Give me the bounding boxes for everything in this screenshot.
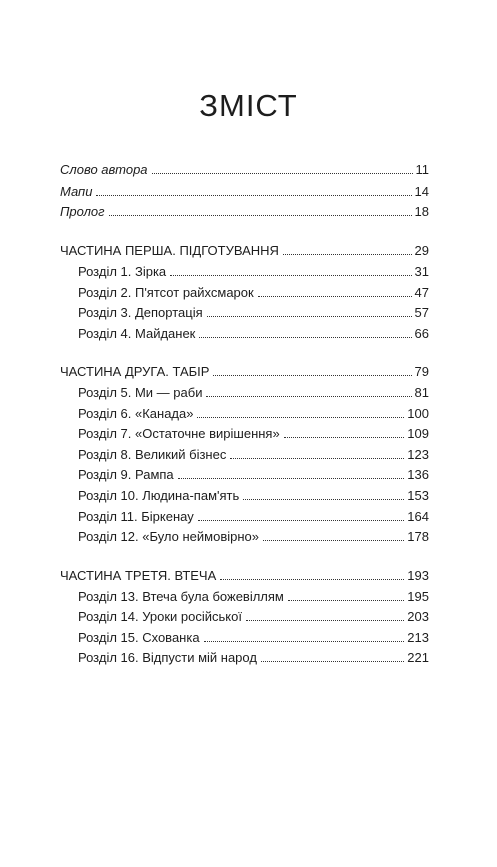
toc-chapter-label: Розділ 14. Уроки російської <box>78 609 242 624</box>
toc-chapter-label: Розділ 6. «Канада» <box>78 406 194 421</box>
toc-chapter-label: Розділ 13. Втеча була божевіллям <box>78 589 284 604</box>
toc-entry-label: Пролог <box>60 204 105 219</box>
dot-leader <box>283 254 412 255</box>
toc-chapter-3[interactable] <box>78 303 429 321</box>
dot-leader <box>258 296 412 297</box>
toc-chapter-8[interactable] <box>78 445 429 463</box>
dot-leader <box>198 520 405 521</box>
dot-leader <box>213 375 411 376</box>
toc-entry-prologue[interactable] <box>60 202 429 220</box>
dot-leader <box>206 396 411 397</box>
dot-leader <box>109 215 412 216</box>
toc-chapter-7[interactable] <box>78 424 429 442</box>
toc-entry-page: 14 <box>414 184 429 199</box>
toc-chapter-page: 213 <box>407 630 429 645</box>
toc-entry-page: 11 <box>415 162 429 177</box>
toc-chapter-10[interactable] <box>78 486 429 504</box>
toc-chapter-9[interactable] <box>78 465 429 483</box>
toc-chapter-12[interactable] <box>78 527 429 545</box>
toc-chapter-page: 203 <box>407 609 429 624</box>
toc-part-page: 79 <box>414 364 429 379</box>
toc-chapter-11[interactable] <box>78 507 429 525</box>
toc-chapter-page: 221 <box>407 650 429 665</box>
toc-entry-author-foreword[interactable] <box>60 160 429 178</box>
page-title: ЗМІСТ <box>199 88 298 123</box>
dot-leader <box>170 275 411 276</box>
dot-leader <box>204 641 405 642</box>
toc-chapter-page: 109 <box>407 426 429 441</box>
toc-part-3[interactable] <box>60 566 429 584</box>
dot-leader <box>243 499 404 500</box>
dot-leader <box>263 540 404 541</box>
toc-chapter-2[interactable] <box>78 283 429 301</box>
toc-chapter-label: Розділ 10. Людина-пам'ять <box>78 488 240 503</box>
toc-entry-label: Слово автора <box>60 162 148 177</box>
toc-part-label: ЧАСТИНА ТРЕТЯ. ВТЕЧА <box>60 568 217 583</box>
toc-chapter-label: Розділ 3. Депортація <box>78 305 203 320</box>
toc-part-2[interactable] <box>60 362 429 380</box>
toc-chapter-16[interactable] <box>78 648 429 666</box>
dot-leader <box>96 195 411 196</box>
toc-chapter-page: 178 <box>407 529 429 544</box>
toc-entry-maps[interactable] <box>60 182 429 200</box>
toc-entry-page: 18 <box>414 204 429 219</box>
toc-chapter-label: Розділ 11. Біркенау <box>78 509 194 524</box>
toc-chapter-page: 136 <box>407 467 429 482</box>
toc-chapter-15[interactable] <box>78 628 429 646</box>
dot-leader <box>152 173 413 174</box>
dot-leader <box>246 620 404 621</box>
toc-chapter-label: Розділ 16. Відпусти мій народ <box>78 650 257 665</box>
toc-chapter-page: 164 <box>407 509 429 524</box>
toc-chapter-page: 153 <box>407 488 429 503</box>
toc-chapter-page: 31 <box>414 264 429 279</box>
toc-chapter-page: 81 <box>414 385 429 400</box>
toc-chapter-label: Розділ 15. Схованка <box>78 630 200 645</box>
toc-chapter-label: Розділ 9. Рампа <box>78 467 174 482</box>
toc-chapter-1[interactable] <box>78 262 429 280</box>
toc-chapter-page: 100 <box>407 406 429 421</box>
toc-part-label: ЧАСТИНА ДРУГА. ТАБІР <box>60 364 210 379</box>
dot-leader <box>207 316 412 317</box>
toc-chapter-page: 66 <box>414 326 429 341</box>
toc-part-label: ЧАСТИНА ПЕРША. ПІДГОТУВАННЯ <box>60 243 279 258</box>
toc-chapter-14[interactable] <box>78 607 429 625</box>
toc-chapter-label: Розділ 7. «Остаточне вирішення» <box>78 426 280 441</box>
toc-chapter-4[interactable] <box>78 324 429 342</box>
toc-part-page: 193 <box>407 568 429 583</box>
toc-chapter-page: 123 <box>407 447 429 462</box>
toc-part-page: 29 <box>414 243 429 258</box>
toc-chapter-label: Розділ 4. Майданек <box>78 326 196 341</box>
dot-leader <box>288 600 404 601</box>
dot-leader <box>178 478 405 479</box>
toc-chapter-page: 57 <box>414 305 429 320</box>
dot-leader <box>199 337 411 338</box>
toc-chapter-13[interactable] <box>78 587 429 605</box>
toc-chapter-label: Розділ 2. П'ятсот райхсмарок <box>78 285 254 300</box>
toc-entry-label: Мапи <box>60 184 93 199</box>
toc-chapter-5[interactable] <box>78 383 429 401</box>
toc-chapter-page: 195 <box>407 589 429 604</box>
toc-chapter-6[interactable] <box>78 404 429 422</box>
toc-chapter-page: 47 <box>414 285 429 300</box>
toc-chapter-label: Розділ 12. «Було неймовірно» <box>78 529 259 544</box>
toc-chapter-label: Розділ 1. Зірка <box>78 264 167 279</box>
toc-chapter-label: Розділ 8. Великий бізнес <box>78 447 227 462</box>
toc-part-1[interactable] <box>60 241 429 259</box>
dot-leader <box>220 579 404 580</box>
toc-chapter-label: Розділ 5. Ми — раби <box>78 385 203 400</box>
dot-leader <box>197 417 404 418</box>
dot-leader <box>261 661 404 662</box>
dot-leader <box>284 437 405 438</box>
dot-leader <box>230 458 404 459</box>
